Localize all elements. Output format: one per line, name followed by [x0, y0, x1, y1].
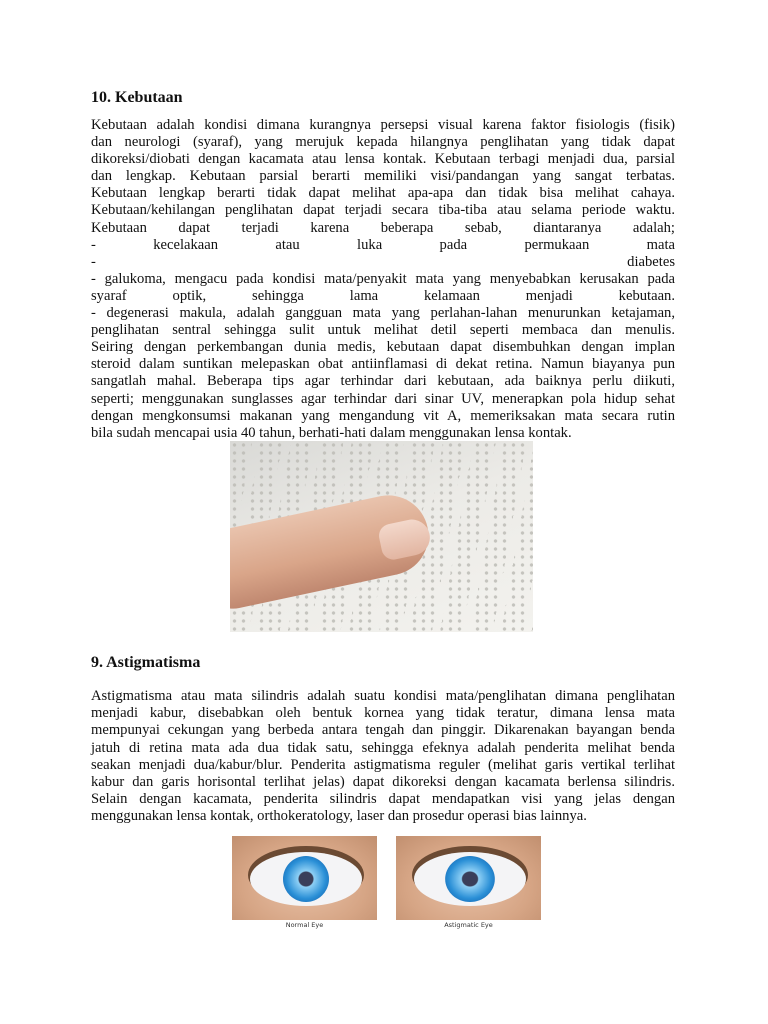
- paragraph-line: kabur dan garis horisontal terlihat jelas) dapat dikoreksi dengan kacamata berlensa silindris.: [91, 773, 675, 790]
- paragraph-line: dan lengkap. Kebutaan parsial berarti memiliki visi/pandangan yang sangat terbatas.: [91, 168, 675, 185]
- paragraph-line: seakan menjadi dua/kabur/blur. Penderita astigmatisma reguler (melihat garis vertikal terlihat: [91, 756, 675, 773]
- paragraph-line: syaraf optik, sehingga lama kelamaan menjadi kebutaan.: [91, 287, 675, 304]
- braille-reading-image: [230, 441, 533, 632]
- paragraph-line: steroid dalam suntikan melepaskan obat antiinflamasi di dekat retina. Namun biayanya pun: [91, 356, 675, 373]
- paragraph-line: sangatlah mahal. Beberapa tips agar terhindar dari kebutaan, ada baiknya perlu diikuti,: [91, 373, 675, 390]
- section-heading-kebutaan: 10. Kebutaan: [91, 89, 183, 106]
- section-heading-astigmatisma: 9. Astigmatisma: [91, 654, 201, 671]
- kebutaan-paragraph: [91, 117, 675, 442]
- paragraph-line: dan neurologi (syaraf), yang merujuk kepada hilangnya penglihatan yang tidak dapat: [91, 134, 675, 151]
- paragraph-line: menjadi kabur, disebabkan oleh bentuk kornea yang tidak teratur, dimana lensa mata: [91, 705, 675, 722]
- paragraph-line: penglihatan sentral sehingga sulit untuk melihat detil seperti membaca dan menulis.: [91, 322, 675, 339]
- paragraph-line: - degenerasi makula, adalah gangguan mata yang perlahan-lahan menurunkan ketajaman,: [91, 305, 675, 322]
- paragraph-line: - diabetes: [91, 253, 675, 270]
- eye-comparison-image: [228, 836, 538, 933]
- paragraph-line: mempunyai cekungan yang berbeda antara tengah dan pinggir. Dikarenakan bayangan benda: [91, 722, 675, 739]
- paragraph-line: bila sudah mencapai usia 40 tahun, berhati-hati dalam menggunakan lensa kontak.: [91, 424, 572, 441]
- paragraph-line: jatuh di retina mata ada dua tidak satu, sehingga efeknya adalah penderita melihat benda: [91, 739, 675, 756]
- astigmatisma-paragraph: [91, 688, 675, 826]
- astigmatic-eye-caption: Astigmatic Eye: [444, 921, 493, 929]
- paragraph-line: - galukoma, mengacu pada kondisi mata/penyakit mata yang menyebabkan kerusakan pada: [91, 270, 675, 287]
- paragraph-line: menggunakan lensa kontak, orthokeratology, laser dan prosedur operasi bias lainnya.: [91, 808, 587, 825]
- paragraph-line: Selain dengan kacamata, penderita silindris dapat mendapatkan visi yang jelas dengan: [91, 791, 675, 808]
- astigmatic-eye-picture: [396, 836, 541, 920]
- paragraph-line: seperti; menggunakan sunglasses agar terhindar dari sinar UV, menerapkan pola hidup sehat: [91, 390, 675, 407]
- normal-eye-caption: Normal Eye: [285, 921, 324, 929]
- paragraph-line: Astigmatisma atau mata silindris adalah suatu kondisi mata/penglihatan dimana penglihatan: [91, 688, 675, 704]
- normal-eye-picture: [232, 836, 377, 920]
- paragraph-line: Kebutaan adalah kondisi dimana kurangnya persepsi visual karena faktor fisiologis (fisik): [91, 117, 675, 133]
- paragraph-line: Seiring dengan perkembangan dunia medis, kebutaan dapat disembuhkan dengan implan: [91, 339, 675, 356]
- paragraph-line: dengan mengkonsumsi makanan yang mengandung vit A, memeriksakan mata secara rutin: [91, 407, 675, 424]
- paragraph-line: - kecelakaan atau luka pada permukaan mata: [91, 236, 675, 253]
- paragraph-line: dikoreksi/diobati dengan kacamata atau lensa kontak. Kebutaan terbagi menjadi dua, parsial: [91, 151, 675, 168]
- paragraph-line: Kebutaan dapat terjadi karena beberapa sebab, diantaranya adalah;: [91, 219, 675, 236]
- paragraph-line: Kebutaan/kehilangan penglihatan dapat terjadi secara tiba-tiba atau selama periode waktu.: [91, 202, 675, 219]
- paragraph-line: Kebutaan lengkap berarti tidak dapat melihat apa-apa dan tidak bisa melihat cahaya.: [91, 185, 675, 202]
